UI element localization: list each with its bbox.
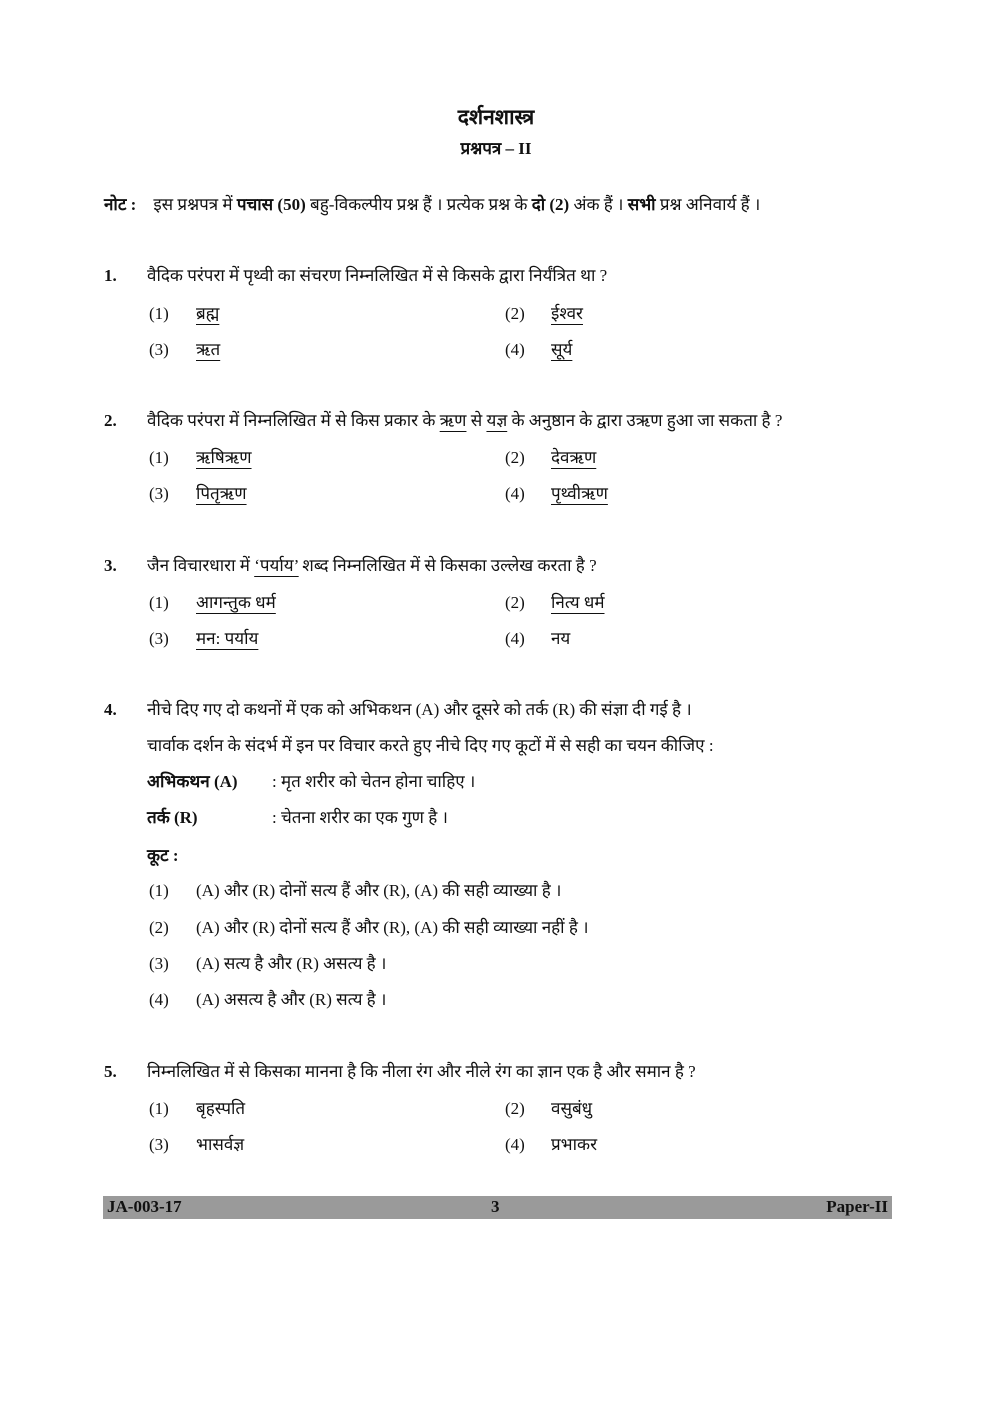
option-text: आगन्तुक धर्म	[196, 593, 276, 612]
question-number: 1.	[104, 266, 117, 285]
note-text: बहु-विकल्पीय प्रश्न हैं । प्रत्येक प्रश्न के	[305, 195, 532, 214]
option-text: वसुबंधु	[551, 1099, 593, 1118]
option-number: (3)	[149, 340, 169, 359]
option-text: (A) सत्य है और (R) असत्य है ।	[196, 954, 387, 973]
text: जैन विचारधारा में	[147, 556, 255, 575]
option-number: (4)	[505, 340, 525, 359]
note-text: प्रश्न अनिवार्य हैं ।	[655, 195, 761, 214]
option-number: (2)	[505, 1099, 525, 1118]
question-text: नीचे दिए गए दो कथनों में एक को अभिकथन (A) और दूसरे को तर्क (R) की संज्ञा दी गई है ।	[147, 700, 692, 719]
option-text: मन: पर्याय	[196, 629, 259, 648]
page-footer	[103, 1196, 892, 1219]
option-number: (2)	[505, 448, 525, 467]
option-text: बृहस्पति	[196, 1099, 246, 1118]
option-number: (4)	[505, 484, 525, 503]
question-number: 2.	[104, 411, 117, 430]
option-text: ब्रह्म	[196, 304, 220, 323]
paper-subtitle: प्रश्नपत्र – II	[460, 139, 532, 158]
paper-label: Paper-II	[826, 1197, 888, 1216]
question-number: 4.	[104, 700, 117, 719]
option-number: (1)	[149, 1099, 169, 1118]
option-text: (A) और (R) दोनों सत्य हैं और (R), (A) की सही व्याख्या है ।	[196, 881, 562, 900]
option-text: ऋत	[196, 340, 221, 359]
option-text: नित्य धर्म	[551, 593, 605, 612]
option-number: (4)	[149, 990, 169, 1009]
option-text: पितृऋण	[196, 484, 247, 503]
codes-label: कूट :	[147, 846, 179, 865]
note-text: अंक हैं ।	[569, 195, 628, 214]
note-label: नोट :	[104, 195, 137, 214]
page-number: 3	[491, 1197, 500, 1216]
option-text: सूर्य	[551, 340, 573, 359]
underlined-term: ऋण	[439, 411, 467, 430]
assertion-text: : मृत शरीर को चेतन होना चाहिए ।	[272, 772, 476, 791]
note-bold: सभी	[627, 195, 656, 214]
note-text: इस प्रश्नपत्र में	[153, 195, 237, 214]
assertion-label: अभिकथन (A)	[147, 772, 238, 791]
reason-text: : चेतना शरीर का एक गुण है ।	[272, 808, 448, 827]
question-text	[147, 410, 782, 432]
text: शब्द निम्नलिखित में से किसका उल्लेख करता है ?	[298, 556, 597, 575]
option-number: (1)	[149, 881, 169, 900]
option-text: पृथ्वीऋण	[551, 484, 608, 503]
underlined-term: ‘पर्याय’	[254, 556, 299, 575]
option-text: ऋषिऋण	[196, 448, 252, 467]
note-bold: दो (2)	[531, 195, 570, 214]
note-bold: पचास (50)	[236, 195, 306, 214]
option-number: (1)	[149, 448, 169, 467]
question-text: वैदिक परंपरा में पृथ्वी का संचरण निम्नलिखित में से किसके द्वारा निर्यंत्रित था ?	[147, 266, 608, 285]
option-text: (A) और (R) दोनों सत्य हैं और (R), (A) की सही व्याख्या नहीं है ।	[196, 918, 589, 937]
option-number: (3)	[149, 954, 169, 973]
reason-label: तर्क (R)	[147, 808, 198, 827]
option-text: नय	[551, 629, 571, 648]
option-number: (3)	[149, 1135, 169, 1154]
text: के अनुष्ठान के द्वारा उऋण हुआ जा सकता है ?	[507, 411, 783, 430]
page-title: दर्शनशास्त्र	[457, 105, 535, 129]
option-number: (1)	[149, 593, 169, 612]
option-text: ईश्वर	[551, 304, 583, 323]
option-text: (A) असत्य है और (R) सत्य है ।	[196, 990, 387, 1009]
option-text: प्रभाकर	[551, 1135, 598, 1154]
text: वैदिक परंपरा में निम्नलिखित में से किस प्रकार के	[147, 411, 440, 430]
option-number: (4)	[505, 1135, 525, 1154]
option-number: (3)	[149, 629, 169, 648]
option-number: (1)	[149, 304, 169, 323]
option-number: (4)	[505, 629, 525, 648]
question-text: निम्नलिखित में से किसका मानना है कि नीला रंग और नीले रंग का ज्ञान एक है और समान है ?	[147, 1062, 696, 1081]
option-text: देवऋण	[551, 448, 597, 467]
question-number: 3.	[104, 556, 117, 575]
text: से	[466, 411, 487, 430]
option-text: भासर्वज्ञ	[196, 1135, 245, 1154]
option-number: (2)	[149, 918, 169, 937]
question-text	[147, 555, 597, 577]
question-text: चार्वाक दर्शन के संदर्भ में इन पर विचार करते हुए नीचे दिए गए कूटों में से सही का चयन कीजिए :	[147, 736, 714, 755]
option-number: (2)	[505, 304, 525, 323]
underlined-term: यज्ञ	[486, 411, 508, 430]
paper-code: JA-003-17	[107, 1197, 182, 1216]
option-number: (3)	[149, 484, 169, 503]
option-number: (2)	[505, 593, 525, 612]
instruction-note	[104, 194, 760, 216]
question-number: 5.	[104, 1062, 117, 1081]
